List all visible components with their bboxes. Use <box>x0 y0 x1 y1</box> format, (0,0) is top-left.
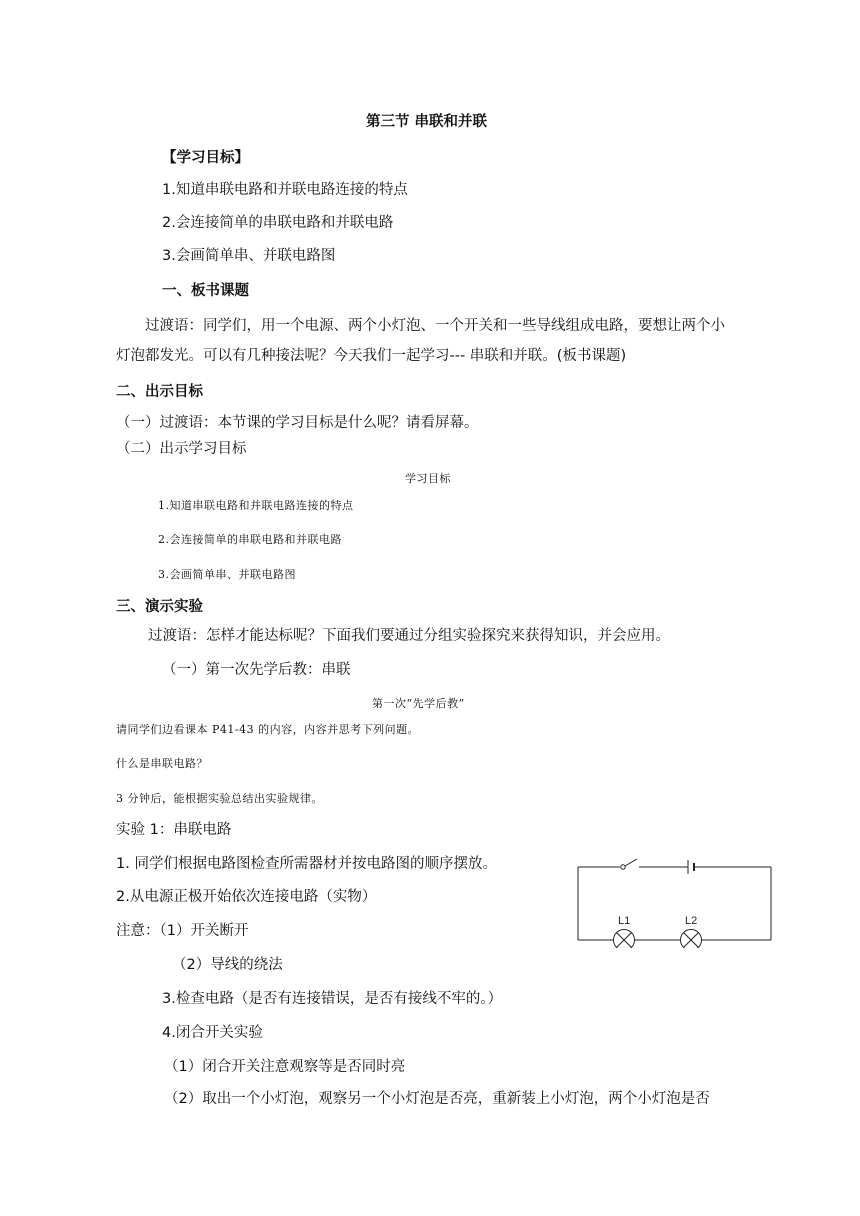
goal-item: 2.会连接简单的串联电路和并联电路 <box>162 215 394 231</box>
section2-heading: 二、出示目标 <box>116 384 203 400</box>
experiment-step: （1）闭合开关注意观察等是否同时亮 <box>164 1059 406 1075</box>
experiment-step: 4.闭合开关实验 <box>162 1025 263 1041</box>
series-circuit-diagram <box>574 858 774 948</box>
slide-goal-item: 3.会画简单串、并联电路图 <box>158 568 296 581</box>
slide-goal-item: 2.会连接简单的串联电路和并联电路 <box>158 533 342 546</box>
slide2-line: 什么是串联电路？ <box>116 757 208 770</box>
slide2-line: 请同学们边看课本 P41-43 的内容，内容并思考下列问题。 <box>116 723 420 736</box>
experiment-title: 实验 1：串联电路 <box>116 822 232 838</box>
learning-goals-heading: 【学习目标】 <box>162 150 249 166</box>
experiment-step: （2）取出一个小灯泡，观察另一个小灯泡是否亮，重新装上小灯泡，两个小灯泡是否 <box>164 1091 710 1107</box>
page-title: 第三节 串联和并联 <box>366 114 488 130</box>
lamp-l2-label: L2 <box>685 915 698 927</box>
section1-paragraph: 过渡语：同学们，用一个电源、两个小灯泡、一个开关和一些导线组成电路，要想让两个小灯泡都发光。可以有几种接法呢？今天我们一起学习--- 串联和并联。(板书课题) <box>116 318 725 364</box>
slide2-title: 第一次“先学后教” <box>372 697 465 710</box>
section3-sub1: （一）第一次先学后教：串联 <box>162 662 351 678</box>
slide-title: 学习目标 <box>405 472 451 485</box>
section1-heading: 一、板书课题 <box>162 283 249 299</box>
lamp-l1-icon <box>614 930 635 949</box>
slide-goal-item: 1.知道串联电路和并联电路连接的特点 <box>158 499 354 512</box>
experiment-step: 1. 同学们根据电路图检查所需器材并按电路图的顺序摆放。 <box>116 856 497 872</box>
lamp-l1-label: L1 <box>618 915 631 927</box>
experiment-step: （2）导线的绕法 <box>172 957 283 973</box>
lamp-l2-icon <box>681 930 702 949</box>
slide2-line: 3 分钟后，能根据实验总结出实验规律。 <box>116 792 323 805</box>
section2-line2: （二）出示学习目标 <box>116 441 247 457</box>
switch-lever-icon <box>625 859 637 866</box>
section3-transition: 过渡语：怎样才能达标呢？下面我们要通过分组实验探究来获得知识，并会应用。 <box>148 628 670 644</box>
switch-pivot-icon <box>621 865 625 869</box>
experiment-step: 2.从电源正极开始依次连接电路（实物） <box>116 889 377 905</box>
section2-line1: （一）过渡语：本节课的学习目标是什么呢？请看屏幕。 <box>116 415 479 431</box>
goal-item: 1.知道串联电路和并联电路连接的特点 <box>162 182 408 198</box>
experiment-step: 3.检查电路（是否有连接错误，是否有接线不牢的。） <box>162 991 503 1007</box>
experiment-step: 注意：（1）开关断开 <box>116 923 249 939</box>
section3-heading: 三、演示实验 <box>116 599 203 615</box>
goal-item: 3.会画简单串、并联电路图 <box>162 248 336 264</box>
